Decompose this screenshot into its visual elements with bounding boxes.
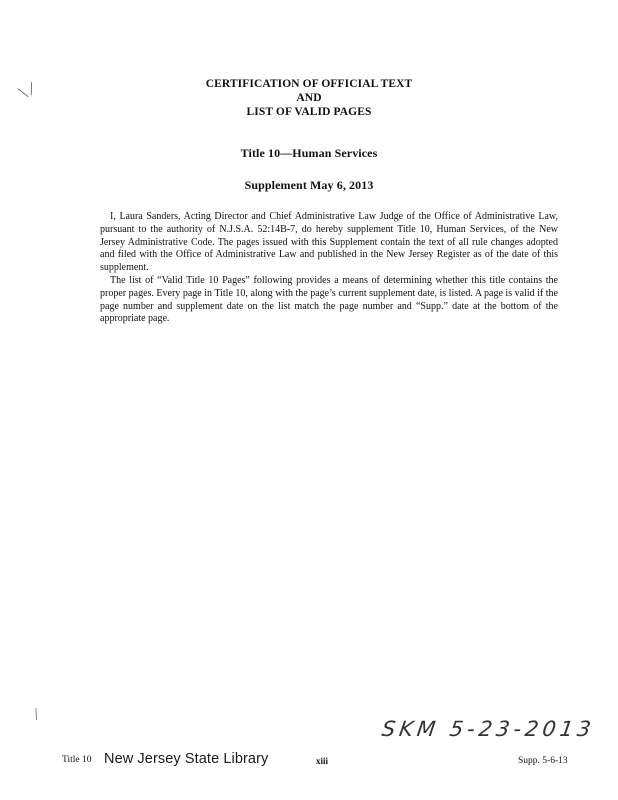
paragraph-certification: I, Laura Sanders, Acting Director and Chief Administrative Law Judge of the Office of Administrative Law, pursuant to the authority of N.J.S.A. 52:14B-7, do hereby supplement Title 10, Human Services, of the New Jersey Administrative Code. The pages issued with this Supplement contain the text of all rule changes adopted and filed with the Office of Administrative Law and published in the New Jersey Register as of the date of this supplement. xyxy=(100,211,558,274)
supplement-date: Supplement May 6, 2013 xyxy=(244,178,374,192)
handwritten-note: SKM 5-23-2013 xyxy=(380,717,597,741)
margin-mark: ╱ xyxy=(31,709,42,721)
footer-title: Title 10 xyxy=(62,755,92,765)
heading-certification: CERTIFICATION OF OFFICIAL TEXT xyxy=(205,78,413,90)
footer-supp-date: Supp. 5-6-13 xyxy=(518,756,568,766)
paragraph-valid-pages: The list of “Valid Title 10 Pages” following provides a means of determining whether this title contains the proper pages. Every page in Title 10, along with the page’s current supplement date, is listed. A page is valid if the page number and supplement date on the list match the page number and “Supp.” date at the bottom of the appropriate page. xyxy=(100,275,558,325)
library-stamp: New Jersey State Library xyxy=(104,751,269,767)
margin-mark: ╲ ╱ xyxy=(18,83,37,100)
heading-and: AND xyxy=(296,92,322,104)
page-number: xiii xyxy=(316,756,329,766)
heading-list-of-valid-pages: LIST OF VALID PAGES xyxy=(246,106,372,118)
document-title: Title 10—Human Services xyxy=(240,146,378,160)
